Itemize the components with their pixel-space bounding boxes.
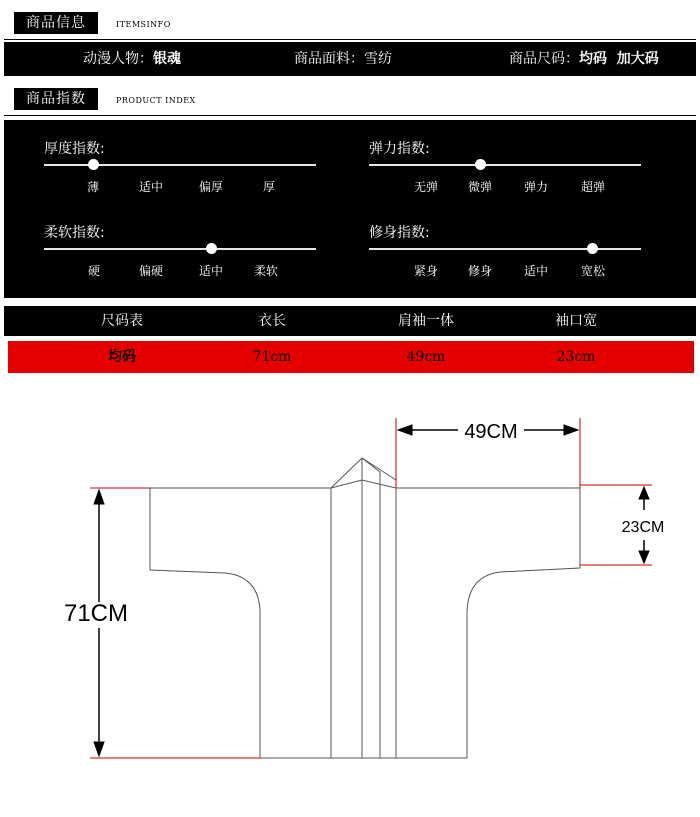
elasticity-index [369, 138, 641, 208]
index-option: 弹力 [523, 180, 549, 194]
index-option: 无弹 [413, 180, 439, 194]
index-option: 适中 [138, 180, 164, 194]
character-value: 银魂 [153, 51, 181, 67]
cuff-label: 23CM [621, 519, 665, 536]
index-title: 弹力指数: [369, 141, 430, 157]
divider [4, 115, 696, 116]
index-option: 宽松 [580, 264, 606, 278]
index-option: 硬 [87, 264, 101, 278]
thickness-index [44, 138, 316, 208]
garment-diagram [0, 380, 700, 817]
size-cell: 均码 [108, 349, 136, 365]
size-table-row [8, 341, 694, 373]
index-track [44, 248, 316, 250]
fabric-field [294, 42, 392, 76]
fabric-value: 雪纺 [364, 51, 392, 67]
character-label: 动漫人物： [83, 51, 153, 67]
index-option: 超弹 [580, 180, 606, 194]
index-option: 适中 [198, 264, 224, 278]
garment-outline [150, 458, 580, 758]
index-option: 修身 [467, 264, 493, 278]
index-option: 紧身 [413, 264, 439, 278]
size-header-cell: 肩袖一体 [398, 313, 454, 329]
product-index-eng: PRODUCT INDEX [116, 96, 196, 105]
index-option: 偏硬 [138, 264, 164, 278]
size-header-cell: 袖口宽 [555, 313, 597, 329]
size-table-header [4, 306, 696, 336]
product-index-tag: 商品指数 [14, 88, 98, 110]
size-field [509, 42, 659, 76]
size-value: 均码 加大码 [579, 51, 659, 67]
item-info-tag: 商品信息 [14, 12, 98, 34]
index-marker [88, 159, 99, 170]
character-field [83, 42, 181, 76]
size-cell: 49cm [406, 349, 446, 365]
index-panel [4, 120, 696, 298]
divider [4, 39, 696, 40]
fabric-label: 商品面料： [294, 51, 364, 67]
index-track [369, 248, 641, 250]
index-title: 厚度指数: [44, 141, 105, 157]
item-info-eng: ITEMSINFO [116, 20, 171, 29]
length-label: 71CM [63, 600, 129, 627]
index-option: 偏厚 [198, 180, 224, 194]
product-index-header [4, 80, 696, 116]
index-option: 柔软 [253, 264, 279, 278]
size-header-cell: 尺码表 [101, 313, 143, 329]
size-cell: 23cm [556, 349, 596, 365]
index-option: 适中 [523, 264, 549, 278]
item-info-header [4, 4, 696, 40]
sleeve-label: 49CM [464, 421, 518, 443]
measure-guides [90, 418, 652, 758]
index-track [369, 164, 641, 166]
index-track [44, 164, 316, 166]
fit-index [369, 222, 641, 292]
index-title: 柔软指数: [44, 225, 105, 241]
index-option: 薄 [86, 180, 100, 194]
index-marker [206, 243, 217, 254]
index-title: 修身指数: [369, 225, 430, 241]
softness-index [44, 222, 316, 292]
size-label: 商品尺码： [509, 51, 579, 67]
index-marker [475, 159, 486, 170]
size-cell: 71cm [252, 349, 292, 365]
item-info-bar [4, 42, 696, 76]
index-marker [587, 243, 598, 254]
index-option: 厚 [262, 180, 276, 194]
size-header-cell: 衣长 [258, 313, 286, 329]
index-option: 微弹 [467, 180, 493, 194]
